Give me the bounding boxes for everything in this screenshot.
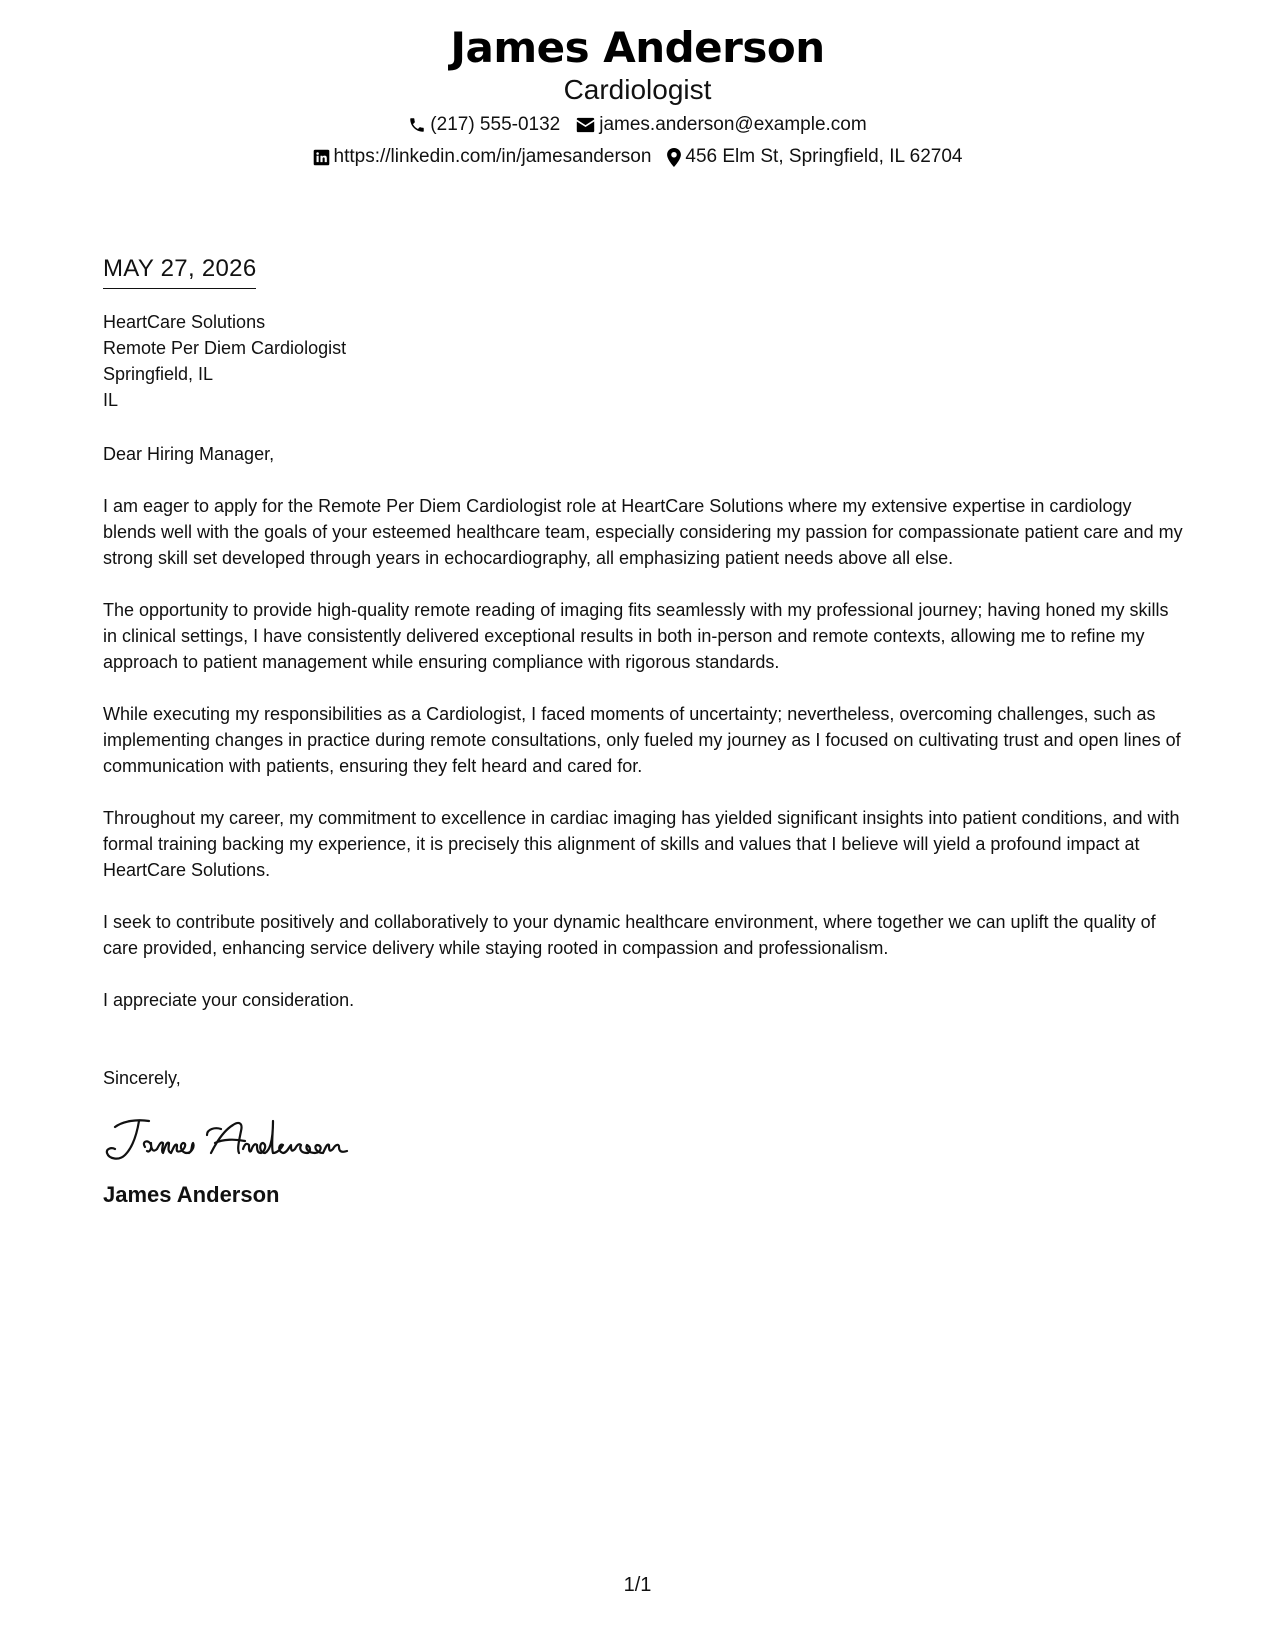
paragraph-3: While executing my responsibilities as a Cardiologist, I faced moments of uncertainty; nevertheless, overcoming challenges, such as implementing changes in practice during remote consultations, only fueled my journey as I focused on cultivating trust and open lines of communication with patients, ensuring they felt heard and cared for. xyxy=(103,704,1181,776)
paragraph-4: Throughout my career, my commitment to excellence in cardiac imaging has yielded significant insights into patient conditions, and with formal training backing my experience, it is precisely this alignment of skills and values that I believe will yield a profound impact at HeartCare Solutions. xyxy=(103,808,1180,880)
email-text: james.anderson@example.com xyxy=(599,114,867,135)
paragraph-1: I am eager to apply for the Remote Per Diem Cardiologist role at HeartCare Solutions where my extensive expertise in cardiology blends well with the goals of your esteemed healthcare team, especially considering my passion for compassionate patient care and my strong skill set developed through years in echocardiography, all emphasizing patient needs above all else. xyxy=(103,496,1183,568)
recipient-block xyxy=(103,309,1183,413)
phone-text: (217) 555-0132 xyxy=(430,114,561,135)
applicant-title: Cardiologist xyxy=(563,74,712,105)
handwritten-signature xyxy=(103,1113,1183,1167)
linkedin-text: https://linkedin.com/in/jamesanderson xyxy=(333,146,652,167)
contact-linkedin[interactable] xyxy=(313,144,652,170)
contact-row-2 xyxy=(0,144,1275,170)
envelope-icon xyxy=(576,117,595,133)
contact-phone[interactable] xyxy=(408,112,560,138)
recipient-position: Remote Per Diem Cardiologist xyxy=(103,338,347,358)
signature-image xyxy=(103,1113,363,1167)
signer-name: James Anderson xyxy=(103,1182,280,1207)
recipient-company: HeartCare Solutions xyxy=(103,312,266,332)
recipient-state: IL xyxy=(103,390,119,410)
map-marker-icon xyxy=(667,148,681,167)
recipient-city: Springfield, IL xyxy=(103,364,214,384)
phone-icon xyxy=(408,116,426,134)
paragraph-2: The opportunity to provide high-quality remote reading of imaging fits seamlessly with my professional journey; having honed my skills in clinical settings, I have consistently delivered exceptional results in both in-person and remote contexts, allowing me to refine my approach to patient management while ensuring compliance with rigorous standards. xyxy=(103,600,1169,672)
contact-email[interactable] xyxy=(576,112,866,138)
salutation: Dear Hiring Manager, xyxy=(103,444,275,464)
contact-row-1 xyxy=(0,112,1275,138)
linkedin-icon xyxy=(313,149,330,166)
address-text: 456 Elm St, Springfield, IL 62704 xyxy=(685,146,963,167)
paragraph-5: I seek to contribute positively and collaboratively to your dynamic healthcare environment, where together we can uplift the quality of care provided, enhancing service delivery while staying rooted in compassion and professionalism. xyxy=(103,912,1156,958)
paragraph-6: I appreciate your consideration. xyxy=(103,990,355,1010)
closing: Sincerely, xyxy=(103,1068,181,1088)
letter-date: MAY 27, 2026 xyxy=(103,254,256,289)
page-number: 1/1 xyxy=(623,1574,652,1596)
letter-header xyxy=(0,22,1275,170)
letter-body xyxy=(103,254,1183,1209)
applicant-name: James Anderson xyxy=(450,23,825,72)
contact-address xyxy=(667,144,962,170)
